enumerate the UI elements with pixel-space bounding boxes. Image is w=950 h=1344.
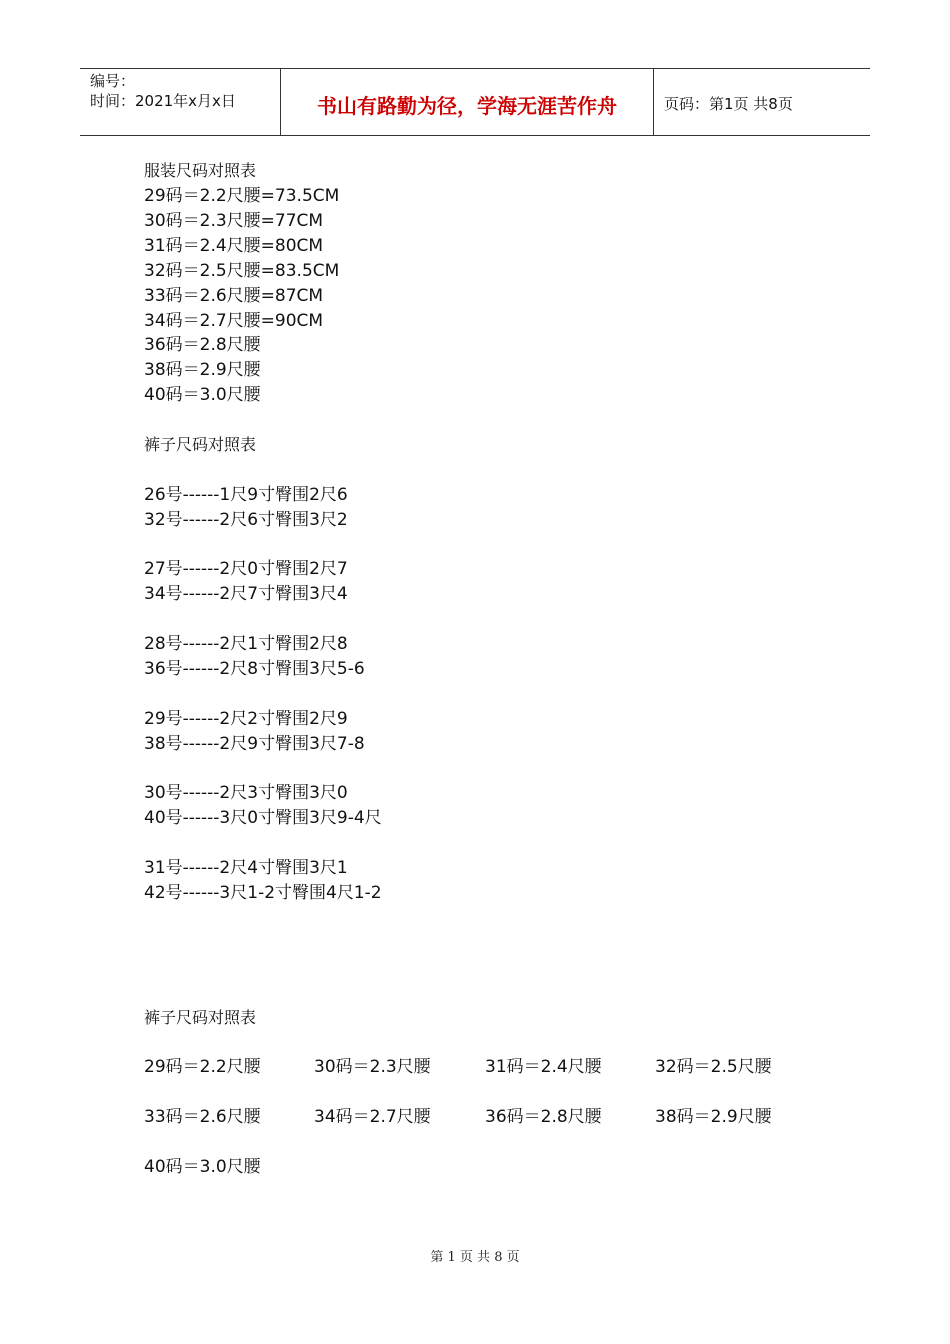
size-row: 34码＝2.7尺腰=90CM xyxy=(144,311,324,331)
size-row: 33码＝2.6尺腰=87CM xyxy=(144,286,324,306)
code-label: 编号： xyxy=(90,72,136,90)
pants-row: 42号------3尺1-2寸臀围4尺1-2 xyxy=(144,883,382,903)
size-row: 36码＝2.8尺腰 xyxy=(144,335,261,355)
grid-cell: 30码＝2.3尺腰 xyxy=(314,1057,431,1077)
header-motto: 书山有路勤为径，学海无涯苦作舟 xyxy=(281,69,654,135)
grid-cell: 38码＝2.9尺腰 xyxy=(655,1107,772,1127)
pants-row: 32号------2尺6寸臀围3尺2 xyxy=(144,510,348,530)
size-row: 31码＝2.4尺腰=80CM xyxy=(144,236,324,256)
section2-title: 裤子尺码对照表 xyxy=(144,435,257,454)
grid-cell: 36码＝2.8尺腰 xyxy=(485,1107,602,1127)
pants-row: 31号------2尺4寸臀围3尺1 xyxy=(144,858,348,878)
pants-row: 36号------2尺8寸臀围3尺5-6 xyxy=(144,659,365,679)
grid-cell: 34码＝2.7尺腰 xyxy=(314,1107,431,1127)
date-label: 时间：2021年x月x日 xyxy=(90,92,236,110)
header-page-label: 页码：第1页 共8页 xyxy=(664,94,793,113)
size-row: 38码＝2.9尺腰 xyxy=(144,360,261,380)
grid-cell: 40码＝3.0尺腰 xyxy=(144,1157,261,1177)
pants-row: 40号------3尺0寸臀围3尺9-4尺 xyxy=(144,808,382,828)
pants-row: 27号------2尺0寸臀围2尺7 xyxy=(144,559,348,579)
header-info xyxy=(80,69,281,135)
grid-cell: 32码＝2.5尺腰 xyxy=(655,1057,772,1077)
section1-title: 服装尺码对照表 xyxy=(144,161,257,180)
pants-row: 28号------2尺1寸臀围2尺8 xyxy=(144,634,348,654)
page-header xyxy=(80,68,870,136)
page-footer: 第 1 页 共 8 页 xyxy=(430,1250,520,1265)
grid-cell: 31码＝2.4尺腰 xyxy=(485,1057,602,1077)
pants-row: 34号------2尺7寸臀围3尺4 xyxy=(144,584,348,604)
pants-row: 26号------1尺9寸臀围2尺6 xyxy=(144,485,348,505)
pants-row: 29号------2尺2寸臀围2尺9 xyxy=(144,709,348,729)
pants-row: 38号------2尺9寸臀围3尺7-8 xyxy=(144,734,365,754)
section3-title: 裤子尺码对照表 xyxy=(144,1008,257,1027)
grid-cell: 33码＝2.6尺腰 xyxy=(144,1107,261,1127)
size-row: 29码＝2.2尺腰=73.5CM xyxy=(144,186,340,206)
size-row: 40码＝3.0尺腰 xyxy=(144,385,261,405)
size-row: 30码＝2.3尺腰=77CM xyxy=(144,211,324,231)
pants-row: 30号------2尺3寸臀围3尺0 xyxy=(144,783,348,803)
grid-cell: 29码＝2.2尺腰 xyxy=(144,1057,261,1077)
size-row: 32码＝2.5尺腰=83.5CM xyxy=(144,261,340,281)
